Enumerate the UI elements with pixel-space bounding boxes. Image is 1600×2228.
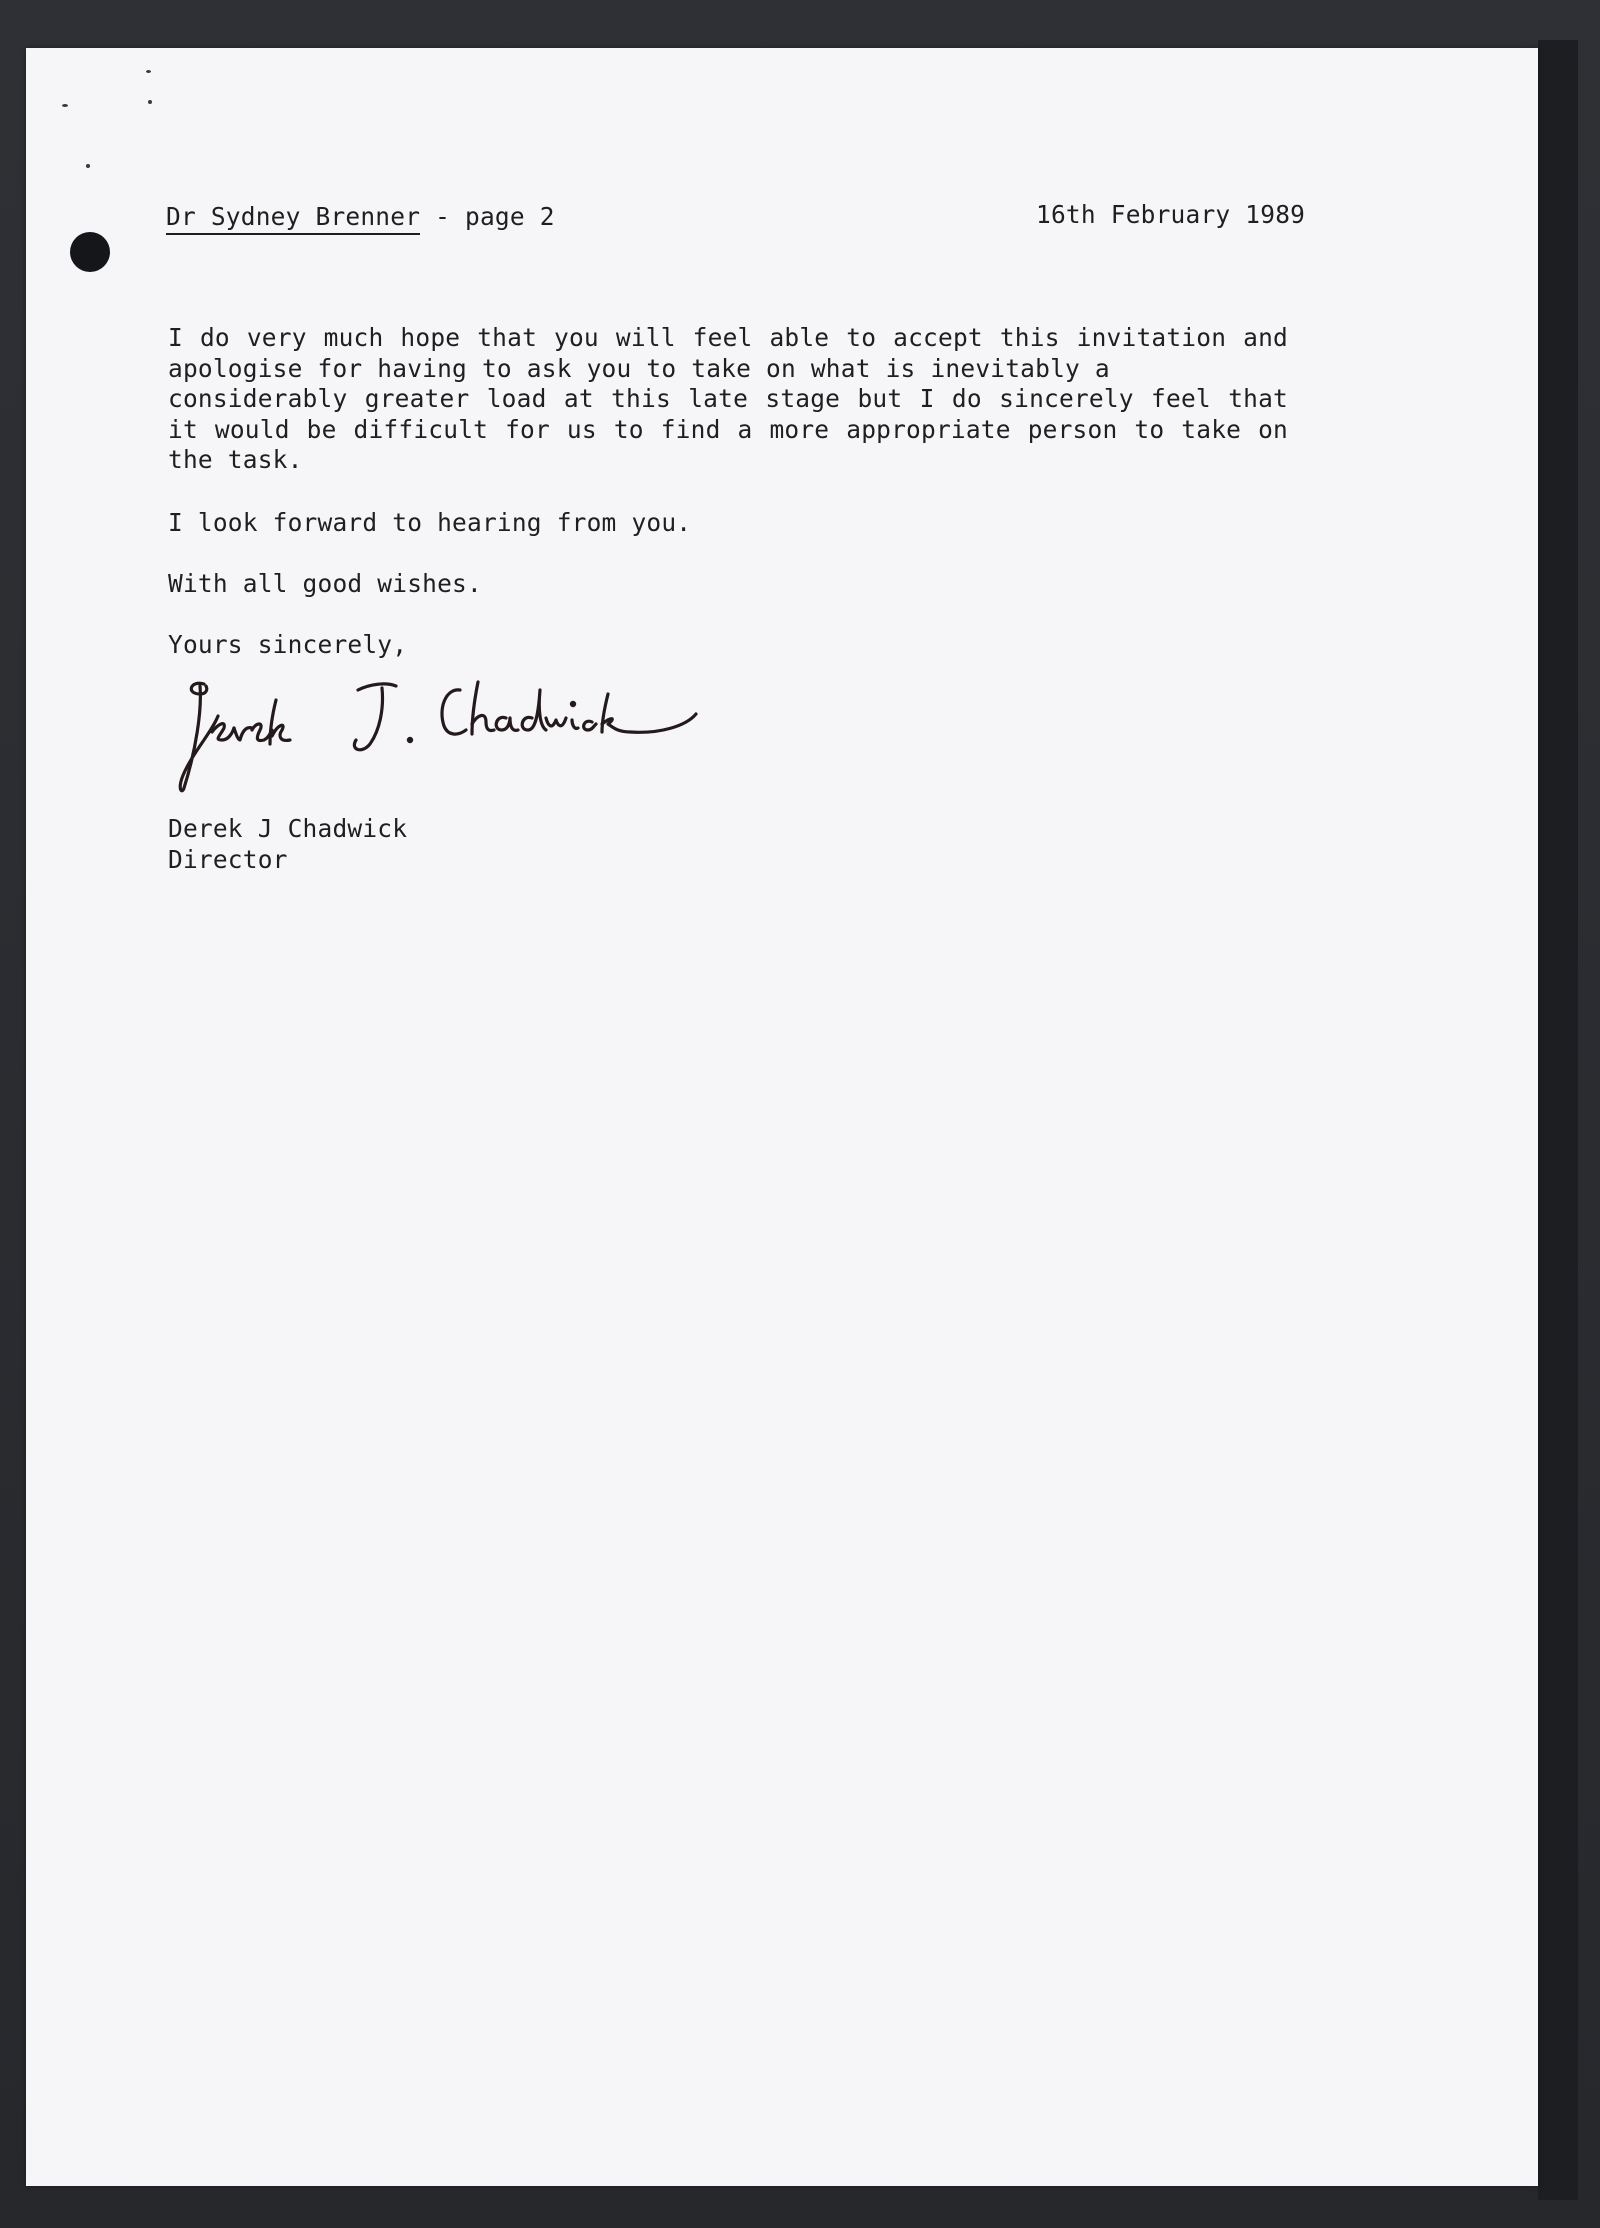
closing-salutation: Yours sincerely, [168,630,408,659]
body-line: it would be difficult for us to find a more appropriate person to take on [168,414,1288,444]
signatory-name: Derek J Chadwick [168,814,408,843]
paper-speck [86,164,90,168]
paper-speck [62,104,68,107]
body-line: considerably greater load at this late stage but I do sincerely feel that [168,384,1288,413]
body-paragraph-2: I look forward to hearing from you. [168,508,692,537]
letter-header [166,202,555,231]
body-paragraph-3: With all good wishes. [168,569,482,598]
body-line: I do very much hope that you will feel able to accept this invitation and [168,323,1288,352]
signatory-title: Director [168,845,288,874]
binder-edge [1538,40,1578,2200]
body-paragraph-1 [168,323,1288,476]
recipient-name: Dr Sydney Brenner [166,202,420,235]
paper-speck [148,100,152,104]
page-indicator: - page 2 [435,202,555,231]
handwritten-signature [160,660,700,800]
paper-speck [146,70,151,73]
punch-hole [70,232,110,272]
letter-date: 16th February 1989 [1036,200,1306,229]
body-line: the task. [168,445,303,474]
body-line: apologise for having to ask you to take on what is inevitably a [168,353,1110,383]
